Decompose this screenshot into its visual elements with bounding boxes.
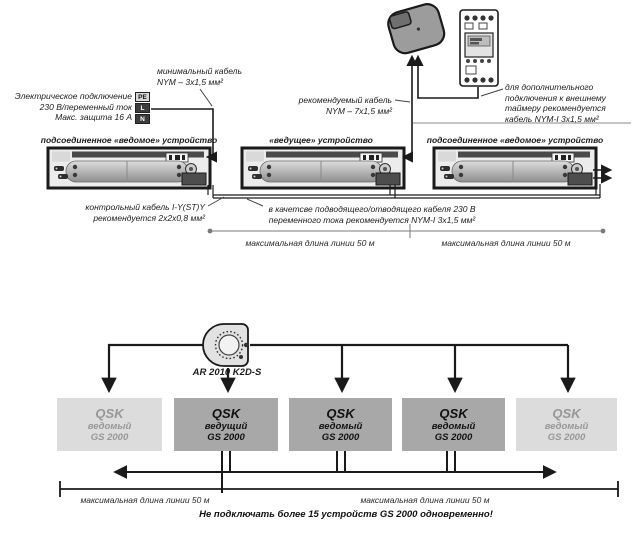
supply-cable-line1: в качетсве подводящего/отводящего кабеля 230 В	[268, 204, 476, 214]
qsk-box-2	[174, 398, 278, 451]
min-cable-note	[157, 66, 277, 87]
qsk3-model: GS 2000	[321, 431, 360, 443]
terminal-n: N	[135, 114, 150, 124]
top-dim-label-left: максимальная длина линии 50 м	[245, 238, 375, 248]
timer-note-line1: для дополнительного	[505, 82, 594, 92]
qsk-box-5	[516, 398, 617, 451]
power-line1: Электрическое подключение	[14, 91, 132, 101]
terminal-pe: PE	[135, 92, 150, 102]
qsk4-model: GS 2000	[434, 431, 473, 443]
power-line3: Макс. защита 16 А	[55, 112, 132, 122]
qsk1-role: ведомый	[87, 420, 132, 432]
top-dim-label-right: максимальная длина линии 50 м	[441, 238, 571, 248]
controller-label: AR 2010 K2D-S	[192, 367, 262, 378]
min-cable-line1: минимальный кабель	[157, 66, 242, 76]
timer-note-line2: подключения к внешнему	[505, 92, 606, 103]
qsk5-role: ведомый	[544, 420, 589, 432]
external-timer-icon	[460, 10, 498, 86]
min-cable-leader	[200, 89, 212, 106]
room-thermostat-icon	[385, 1, 447, 56]
qsk2-role: ведущий	[204, 420, 248, 432]
qsk3-role: ведомый	[318, 420, 363, 432]
power-line2: 230 В/переменный ток	[39, 101, 132, 112]
qsk4-title: QSK	[439, 405, 468, 421]
qsk-box-4	[402, 398, 505, 451]
supply-cable-line2: переменного тока рекомендуется NYM-I 3x1,5 мм²	[268, 214, 476, 225]
bottom-bus	[116, 451, 554, 493]
control-cable-note	[45, 202, 205, 223]
ar2010-controller-icon	[203, 324, 248, 366]
timer-note-line4: кабель NYM-I 3x1,5 мм²	[505, 113, 599, 124]
bottom-dim-label-right: максимальная длина линии 50 м	[360, 495, 490, 505]
qsk2-model: GS 2000	[207, 431, 245, 443]
convector-slave-right	[434, 148, 596, 188]
qsk-box-1	[57, 398, 162, 451]
rec-cable-leader	[395, 100, 410, 102]
control-cable-line2: рекомендуется 2x2x0,8 мм²	[93, 212, 205, 223]
qsk2-title: QSK	[211, 405, 241, 421]
warning-text: Не подключать более 15 устройств GS 2000 одновременно!	[199, 509, 493, 520]
device-label-master: «ведущее» устройство	[269, 135, 373, 145]
qsk5-model: GS 2000	[547, 431, 586, 443]
timer-cable-note	[505, 82, 631, 124]
timer-note-leader	[481, 89, 503, 96]
device-label-slave-left: подсоединенное «ведомое» устройство	[40, 135, 218, 145]
bottom-dim-label-left: максимальная длина линии 50 м	[80, 495, 210, 505]
qsk1-title: QSK	[95, 405, 124, 421]
rec-cable-note	[272, 95, 392, 116]
qsk-box-3	[289, 398, 392, 451]
convector-master	[242, 148, 404, 188]
terminal-l: L	[135, 103, 150, 113]
power-connection-note	[6, 91, 132, 123]
rec-cable-line2: NYM – 7x1,5 мм²	[326, 105, 392, 116]
qsk1-model: GS 2000	[90, 431, 129, 443]
qsk5-title: QSK	[552, 405, 581, 421]
qsk3-title: QSK	[326, 405, 355, 421]
terminal-block	[135, 92, 150, 125]
control-cable-line1: контрольный кабель I-Y(ST)Y	[85, 202, 205, 212]
supply-cable-note	[252, 204, 492, 225]
min-cable-line2: NYM – 3x1,5 мм²	[157, 76, 223, 87]
device-label-slave-right: подсоединенное «ведомое» устройство	[426, 135, 604, 145]
qsk4-role: ведомый	[431, 420, 476, 432]
timer-note-line3: таймеру рекомендуется	[505, 103, 606, 113]
rec-cable-line1: рекомендуемый кабель	[298, 95, 392, 105]
convector-slave-left	[48, 148, 210, 188]
top-dimension-line	[208, 224, 606, 238]
